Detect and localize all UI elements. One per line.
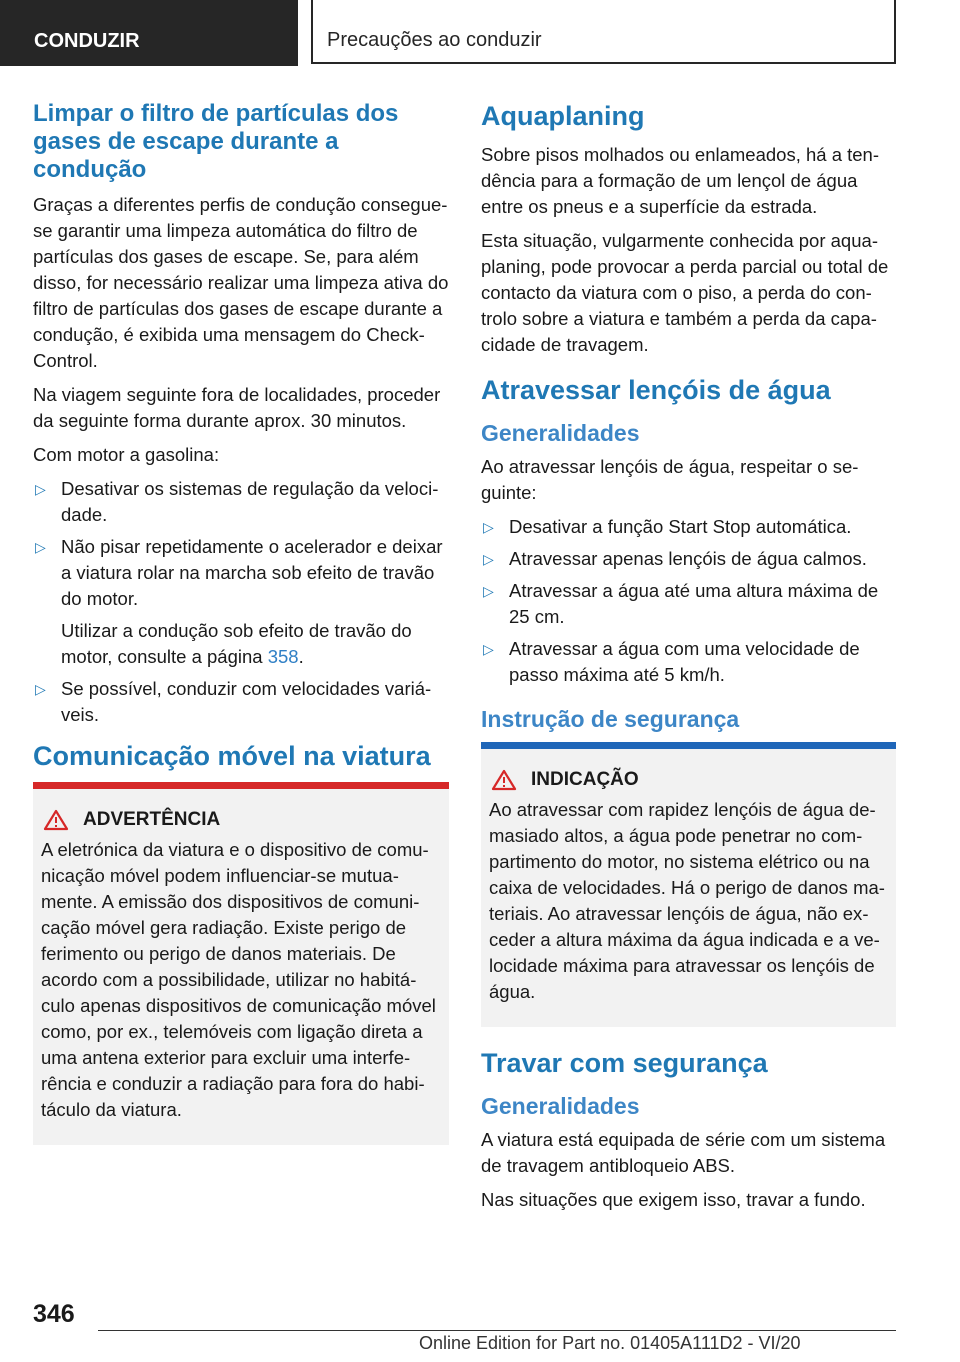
warning-triangle-icon: [43, 809, 69, 831]
list-item-note: Utilizar a condução sob efeito de travão do motor, consulte a página 358.: [61, 620, 412, 667]
heading-water: Atravessar lençóis de água: [481, 375, 831, 405]
list-item: ▷ Desativar os sistemas de regulação da velocidade.: [35, 478, 439, 525]
paragraph: Na viagem seguinte fora de localidades, proceder da seguinte forma durante aprox. 30 minutos.: [33, 384, 441, 431]
paragraph: Com motor a gasolina:: [33, 444, 220, 465]
heading-brake: Travar com segurança: [481, 1048, 768, 1078]
triangle-bullet-icon: ▷: [35, 481, 46, 497]
heading-aquaplaning: Aquaplaning: [481, 101, 645, 131]
paragraph: Ao atravessar lençóis de água, respeitar o seguinte:: [481, 456, 859, 503]
right-column: [481, 100, 896, 1221]
paragraph: Sobre pisos molhados ou enlameados, há a tendência para a formação de um lençol de água entre os pneus e a superfície da estrada.: [481, 144, 880, 217]
warning-triangle-icon: [491, 769, 517, 791]
info-text: Ao atravessar com rapidez lençóis de água demasiado altos, a água pode penetrar no compartimento do motor, no sistema elétrico ou na caixa de velocidades. Há o perigo de danos materiais. Ao atravessar lençóis de água, não exceder a altura máxima da água indicada e a velocidade máxima para atravessar os lençóis de água.: [489, 799, 885, 1002]
warning-text: A eletrónica da viatura e o dispositivo de comunicação móvel podem influenciar-se mutuamente. A emissão dos dispositivos de comunicação móvel gera radiação. Existe perigo de ferimento ou perigo de danos materiais. De acordo com a possibilidade, utilizar no habitáculo apenas dispositivos de comunicação móvel como, por ex., telemóveis com ligação direta a uma antena exterior para excluir uma interferência e conduzir a radiação para fora do habitáculo da viatura.: [41, 839, 436, 1120]
paragraph: Nas situações que exigem isso, travar a fundo.: [481, 1189, 866, 1210]
left-column: [33, 100, 449, 1163]
list-item: ▷ Atravessar a água com uma velocidade de passo máxima até 5 km/h.: [483, 638, 860, 685]
heading-filter: Limpar o filtro de partículas dos gases de escape durante a condução: [33, 100, 399, 183]
section-tab: CONDUZIR: [0, 0, 298, 66]
subheading-general: Generalidades: [481, 1093, 640, 1119]
topic-title: Precauções ao conduzir: [311, 0, 896, 64]
warning-header: ADVERTÊNCIA: [41, 807, 441, 833]
triangle-bullet-icon: ▷: [483, 551, 494, 567]
page-header: [0, 0, 960, 66]
list-item: ▷ Não pisar repetidamente o acelerador e deixar a viatura rolar na marcha sob efeito de travão do motor. Utilizar a condução sob efeito de travão do motor, consulte a página 358.: [33, 534, 449, 670]
list-item: ▷ Atravessar apenas lençóis de água calmos.: [481, 546, 896, 572]
bullet-list: [481, 514, 896, 688]
triangle-bullet-icon: ▷: [35, 539, 46, 555]
triangle-bullet-icon: ▷: [483, 641, 494, 657]
heading-mobile: Comunicação móvel na viatura: [33, 741, 431, 771]
bullet-list: [33, 476, 449, 728]
paragraph: Graças a diferentes perfis de condução consegue-se garantir uma limpeza automática do filtro de partículas dos gases de escape. Se, para além disso, for necessário realizar uma limpeza ativa do filtro de partículas dos gases de escape durante a condução, é exibida uma mensagem do Check-Control.: [33, 194, 449, 371]
list-item: ▷ Se possível, conduzir com velocidades variáveis.: [35, 678, 432, 725]
triangle-bullet-icon: ▷: [35, 681, 46, 697]
warning-box: [33, 782, 449, 1145]
page-link[interactable]: 358: [267, 646, 299, 667]
info-header: INDICAÇÃO: [489, 767, 888, 793]
triangle-bullet-icon: ▷: [483, 583, 494, 599]
list-item: ▷ Desativar a função Start Stop automática.: [481, 514, 896, 540]
page-number: 346: [33, 1300, 75, 1328]
list-item: ▷ Atravessar a água até uma altura máxima de 25 cm.: [483, 580, 879, 627]
subheading-safety: Instrução de segurança: [481, 706, 740, 732]
triangle-bullet-icon: ▷: [483, 519, 494, 535]
paragraph: Esta situação, vulgarmente conhecida por aquaplaning, pode provocar a perda parcial ou total de contacto da viatura com o piso, a perda do controlo sobre a viatura e também a perda da capacidade de travagem.: [481, 230, 889, 355]
info-box: [481, 742, 896, 1027]
paragraph: A viatura está equipada de série com um sistema de travagem antibloqueio ABS.: [481, 1129, 886, 1176]
footer-divider: [98, 1330, 896, 1331]
subheading-general: Generalidades: [481, 420, 640, 446]
edition-note: Online Edition for Part no. 01405A111D2 - VI/20: [419, 1333, 801, 1353]
